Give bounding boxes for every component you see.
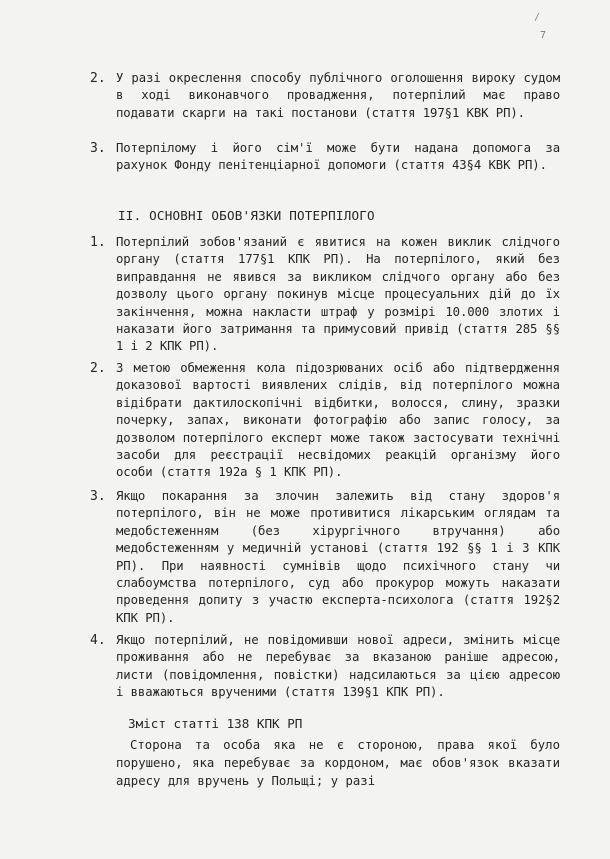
page-number: 7 <box>539 30 546 41</box>
list-item-duty-2 <box>90 360 560 482</box>
list-item-rights-2 <box>90 70 560 122</box>
list-item-text: Потерпілий зобов'язаний є явитися на кожен виклик слідчого органу (стаття 177§1 КПК РП). На потерпілого, який без виправдання не явився за викликом слідчого органу або без дозволу цього органу покинув місце процесуальних дій до їх закінчення, можна накласти штраф у розмірі 10.000 злотих і наказати його затримання та примусовий привід (стаття 285 §§ 1 і 2 КПК РП). <box>116 235 560 354</box>
list-item-number: 3. <box>90 489 106 504</box>
list-item-number: 3. <box>90 141 106 156</box>
list-item-duty-1 <box>90 234 560 356</box>
list-item-number: 1. <box>90 235 106 250</box>
list-item-number: 4. <box>90 633 106 648</box>
article-heading: Зміст статті 138 КПК РП <box>128 716 303 731</box>
list-item-text: У разі окреслення способу публічного оголошення вироку судом в ході виконавчого провадження, потерпілий має право подавати скарги на такі постанови (стаття 197§1 КВК РП). <box>116 71 560 120</box>
section-heading: ІІ. ОСНОВНІ ОБОВ'ЯЗКИ ПОТЕРПІЛОГО <box>118 208 375 223</box>
list-item-text: Якщо потерпілий, не повідомивши нової адреси, змінить місце проживання або не перебуває за вказаною раніше адресою, листи (повідомлення, повістки) надсилаються за цією адресою і вважаються врученими (стаття 139§1 КПК РП). <box>116 633 560 700</box>
article-paragraph: Сторона та особа яка не є стороною, права якої було порушено, яка перебуває за кордоном, має обов'язок вказати адресу для вручень у Польщі; у разі <box>116 738 560 788</box>
list-item-text: З метою обмеження кола підозрюваних осіб або підтвердження доказової вартості виявлених слідів, від потерпілого можна відібрати дактилоскопічні відбитки, волосся, слину, зразки почерку, запах, виконати фотографію або запис голосу, за дозволом потерпілого експерт може також застосувати технічні засоби для реєстрації несвідомих реакцій організму його особи (стаття 192а § 1 КПК РП). <box>116 361 560 480</box>
list-item-text: Якщо покарання за злочин залежить від стану здоров'я потерпілого, він не може противитися лікарським оглядам та медобстеженням (без хірургічного втручання) або медобстеженням у медичній установі (стаття 192 §§ 1 і 3 КПК РП). При наявності сумнівів щодо психічного стану чи слабоумства потерпілого, суд або прокурор можуть наказати проведення допиту з участю експерта-психолога (стаття 192§2 КПК РП). <box>116 489 560 625</box>
list-item-duty-4 <box>90 632 560 702</box>
list-item-text: Потерпілому і його сім'ї може бути надана допомога за рахунок Фонду пенітенціарної допомоги (стаття 43§4 КВК РП). <box>116 141 560 173</box>
list-item-duty-3 <box>90 488 560 627</box>
page-mark: / <box>533 12 540 23</box>
list-item-rights-3 <box>90 140 560 175</box>
list-item-number: 2. <box>90 71 106 86</box>
list-item-number: 2. <box>90 361 106 376</box>
